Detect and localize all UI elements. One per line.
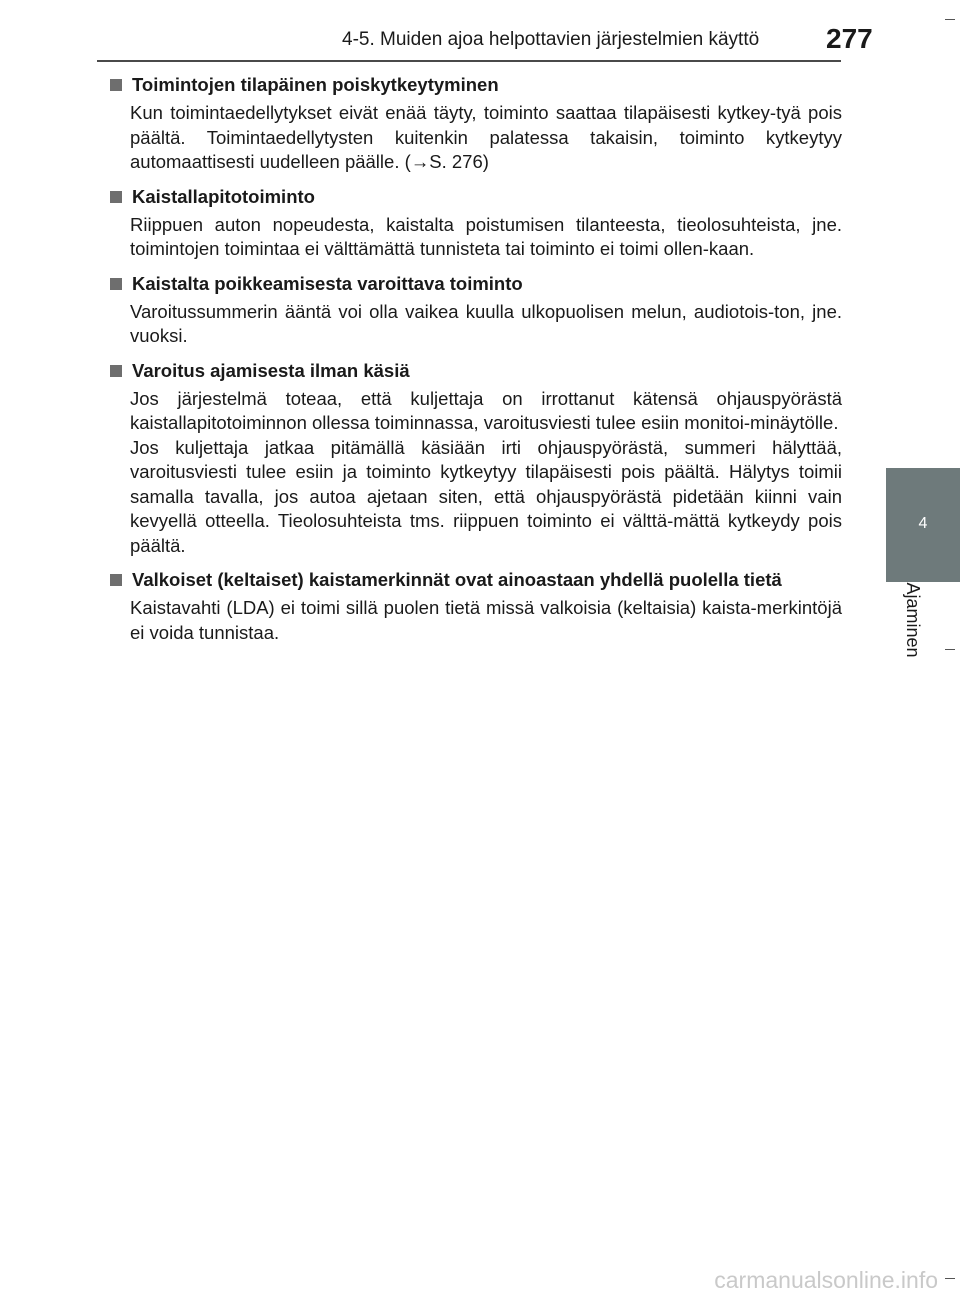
section-temporary-deactivation	[107, 72, 842, 175]
section-paragraph: Kun toimintaedellytykset eivät enää täyty, toiminto saattaa tilapäisesti kytkey-tyä pois päältä. Toimintaedellytysten kuitenkin palatessa takaisin, toiminto kytkeytyy automaattisesti uudelleen päälle. (→S. 276)	[130, 102, 842, 172]
page-number: 277	[826, 23, 873, 54]
section-paragraph: Jos kuljettaja jatkaa pitämällä käsiään irti ohjauspyörästä, summeri hälyttää, varoitusviesti tulee esiin ja toiminto kytkeytyy tilapäisesti pois päältä. Hälytys toimii samalla tavalla, jos autoa ajetaan siten, että ohjauspyörästä pidetään kiinni vain kevyellä otteella. Tieolosuhteista tms. riippuen toiminto ei välttä-mättä kytkeydy pois päältä.	[130, 436, 842, 556]
section-body	[130, 213, 842, 262]
section-paragraph: Kaistavahti (LDA) ei toimi sillä puolen tietä missä valkoisia (keltaisia) kaista-merkintöjä ei voida tunnistaa.	[130, 597, 842, 643]
section-paragraph: Jos järjestelmä toteaa, että kuljettaja on irrottanut kätensä ohjauspyörästä kaistallapitotoiminnon ollessa toiminnassa, varoitusviesti tulee esiin monitoi-minäytölle.	[130, 387, 842, 433]
section-heading-text: Valkoiset (keltaiset) kaistamerkinnät ovat ainoastaan yhdellä puolella tietä	[132, 569, 782, 590]
chapter-tab-number: 4	[918, 515, 928, 532]
square-bullet-icon	[110, 365, 122, 377]
chapter-title: 4-5. Muiden ajoa helpottavien järjestelmien käyttö	[342, 29, 760, 50]
section-paragraph: Varoitussummerin ääntä voi olla vaikea kuulla ulkopuolisen melun, audiotois-ton, jne. vuoksi.	[130, 300, 842, 346]
section-heading-text: Kaistallapitotoiminto	[132, 185, 315, 207]
section-heading-text: Kaistalta poikkeamisesta varoittava toiminto	[132, 272, 523, 294]
section-heading	[107, 567, 842, 593]
page-header	[0, 0, 960, 60]
crop-mark-top-right	[945, 19, 955, 20]
section-body	[130, 596, 842, 645]
section-heading	[107, 184, 842, 210]
section-paragraph: Riippuen auton nopeudesta, kaistalta poistumisen tilanteesta, tieolosuhteista, jne. toimintojen toimintaa ei välttämättä tunnisteta tai toiminto ei toimi ollen-kaan.	[130, 213, 842, 259]
section-hands-off-warning	[107, 358, 842, 559]
section-body	[130, 300, 842, 349]
square-bullet-icon	[110, 191, 122, 203]
section-body	[130, 387, 842, 559]
section-heading-text: Toimintojen tilapäinen poiskytkeytyminen	[132, 74, 499, 95]
section-lane-keeping	[107, 184, 842, 262]
section-heading	[107, 271, 842, 297]
chapter-tab	[886, 468, 960, 582]
square-bullet-icon	[110, 278, 122, 290]
square-bullet-icon	[110, 79, 122, 91]
section-one-sided-markings	[107, 567, 842, 645]
section-heading	[107, 72, 842, 98]
section-heading	[107, 358, 842, 384]
main-content	[107, 72, 842, 654]
section-lane-departure-warning	[107, 271, 842, 349]
square-bullet-icon	[110, 574, 122, 586]
section-heading-text: Varoitus ajamisesta ilman käsiä	[132, 359, 410, 381]
header-divider	[97, 60, 841, 62]
crop-mark-mid-right	[945, 649, 955, 650]
crop-mark-bottom-right	[945, 1278, 955, 1279]
watermark-text: carmanualsonline.info	[714, 1267, 938, 1293]
section-body	[130, 101, 842, 175]
chapter-tab-label: Ajaminen	[903, 582, 923, 658]
